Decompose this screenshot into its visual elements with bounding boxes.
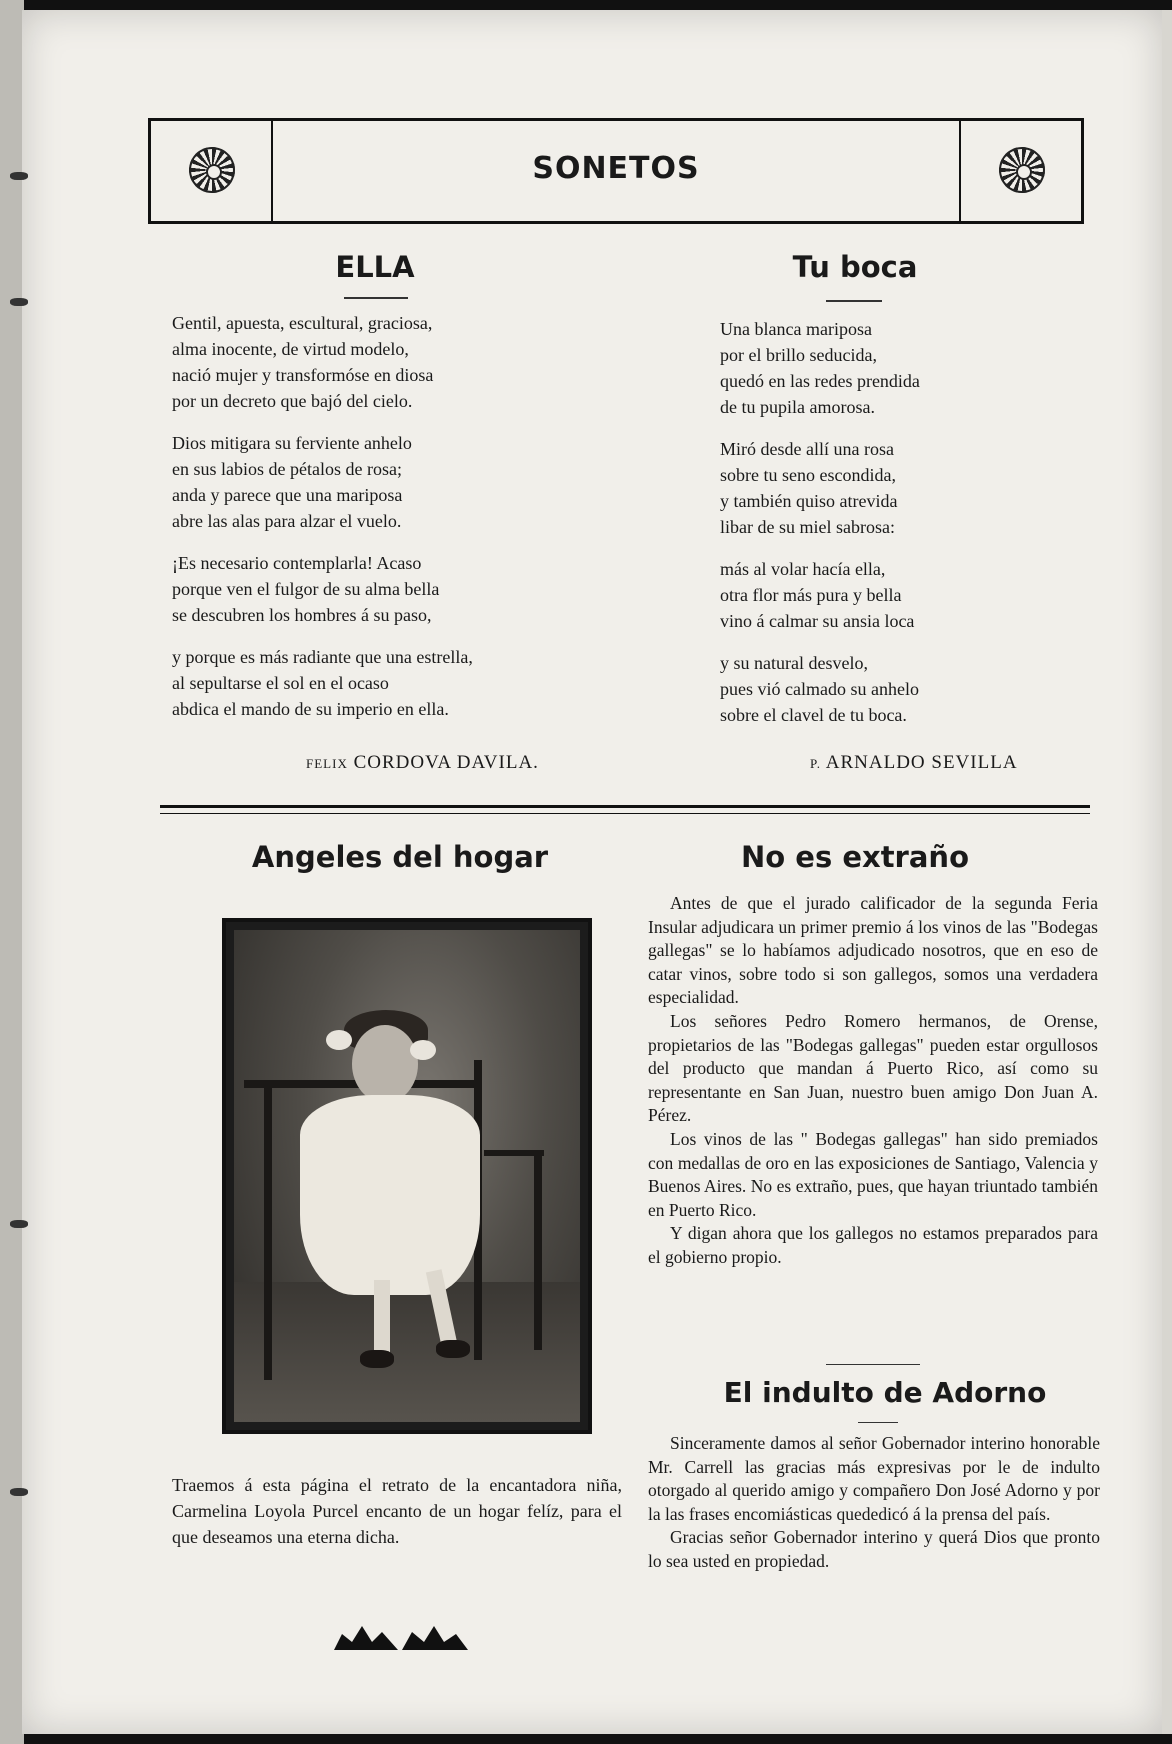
scan-bottom-border [0, 1734, 1172, 1744]
poem-line: Una blanca mariposa [720, 319, 872, 339]
poem-line: sobre el clavel de tu boca. [720, 705, 907, 725]
poem-line: quedó en las redes prendida [720, 371, 920, 391]
article-title-indulto: El indulto de Adorno [723, 1376, 1047, 1409]
hair-bow [326, 1030, 352, 1050]
section-separator-thin [160, 813, 1090, 814]
chair-leg [264, 1080, 272, 1380]
poem-author-right [810, 752, 1018, 774]
child-shoe [360, 1350, 394, 1368]
poem-ella [172, 310, 622, 738]
rosette-ornament-icon [189, 147, 235, 193]
binding-hole [10, 1220, 28, 1228]
poem-line: vino á calmar su ansia loca [720, 611, 915, 631]
poem-line: y también quiso atrevida [720, 491, 898, 511]
paragraph: Sinceramente damos al señor Gobernador interino honorable Mr. Carrell las gracias más expresivas por le de indulto otorgado al querido amigo y compañero Don José Adorno y por la las frases encomiásticas quededicó á la prensa del país. [648, 1433, 1100, 1524]
photo-image [234, 930, 580, 1422]
scan-left-edge [0, 0, 24, 1744]
child-shoe [436, 1340, 470, 1358]
poem-line: se descubren los hombres á su paso, [172, 605, 432, 625]
poem-line: Gentil, apuesta, escultural, graciosa, [172, 313, 433, 333]
photo-floor [234, 1282, 580, 1422]
portrait-photo [222, 918, 592, 1434]
stanza [720, 316, 1100, 420]
poem-line: anda y parece que una mariposa [172, 485, 403, 505]
poem-line: y su natural desvelo, [720, 653, 868, 673]
binding-hole [10, 1488, 28, 1496]
article-rule [826, 1364, 920, 1365]
poem-line: ¡Es necesario contemplarla! Acaso [172, 553, 422, 573]
stanza [172, 310, 622, 414]
paragraph: Antes de que el jurado calificador de la segunda Feria Insular adjudicara un primer premio á los vinos de las "Bodegas gallegas" se lo habíamos adjudicado nosotros, que en eso de catar vinos, sobre todo si son gallegos, somos una verdadera especialidad. [648, 893, 1098, 1008]
chair-leg [534, 1150, 542, 1350]
stanza [172, 550, 622, 628]
article-body-extrano [648, 892, 1098, 1270]
stanza [720, 436, 1100, 540]
poem-line: otra flor más pura y bella [720, 585, 902, 605]
poem-title-ella: ELLA [335, 250, 415, 284]
poem-line: por el brillo seducida, [720, 345, 877, 365]
poem-line: Dios mitigara su ferviente anhelo [172, 433, 412, 453]
poem-line: sobre tu seno escondida, [720, 465, 896, 485]
poem-line: Miró desde allí una rosa [720, 439, 894, 459]
poem-line: abre las alas para alzar el vuelo. [172, 511, 402, 531]
stanza [720, 650, 1100, 728]
paragraph: Gracias señor Gobernador interino y querá Dios que pronto lo sea usted en propiedad. [648, 1527, 1100, 1571]
poem-title-tu-boca: Tu boca [792, 250, 918, 284]
title-rule [858, 1422, 898, 1423]
section-title: SONETOS [532, 151, 700, 186]
title-rule [344, 297, 408, 299]
scan-top-border [0, 0, 1172, 10]
author-name: CORDOVA DAVILA. [353, 752, 539, 773]
binding-hole [10, 298, 28, 306]
poem-line: pues vió calmado su anhelo [720, 679, 919, 699]
paragraph: Los señores Pedro Romero hermanos, de Orense, propietarios de las "Bodegas gallegas" pueden estar orgullosos del producto que mandan á Puerto Rico, así como su representante en San Juan, nuestro buen amigo Don Juan A. Pérez. [648, 1010, 1098, 1126]
poem-line: más al volar hacía ella, [720, 559, 886, 579]
rosette-ornament-icon [999, 147, 1045, 193]
poem-line: abdica el mando de su imperio en ella. [172, 699, 449, 719]
title-rule [826, 300, 882, 302]
stanza [720, 556, 1100, 634]
child-dress [300, 1095, 480, 1295]
poem-line: por un decreto que bajó del cielo. [172, 391, 413, 411]
poem-author-left [306, 752, 539, 774]
header-right-cell [959, 121, 1081, 221]
child-face [352, 1025, 418, 1103]
poem-line: y porque es más radiante que una estrella, [172, 647, 473, 667]
bat-ornament-icon [332, 1620, 470, 1654]
header-left-cell [151, 121, 273, 221]
poem-line: al sepultarse el sol en el ocaso [172, 673, 389, 693]
photo-caption: Traemos á esta página el retrato de la encantadora niña, Carmelina Loyola Purcel encanto de un hogar felíz, para el que deseamos una eterna dicha. [172, 1475, 622, 1547]
poem-line: de tu pupila amorosa. [720, 397, 875, 417]
poem-line: en sus labios de pétalos de rosa; [172, 459, 402, 479]
hair-bow [410, 1040, 436, 1060]
article-title-angeles: Angeles del hogar [251, 840, 549, 874]
poem-tu-boca [720, 316, 1100, 744]
section-separator [160, 805, 1090, 808]
author-prefix: FELIX [306, 756, 348, 771]
author-name: ARNALDO SEVILLA [825, 752, 1018, 773]
poem-line: nació mujer y transformóse en diosa [172, 365, 434, 385]
author-prefix: P. [810, 756, 822, 771]
article-title-extrano: No es extraño [741, 840, 969, 874]
paragraph: Y digan ahora que los gallegos no estamos preparados para el gobierno propio. [648, 1223, 1098, 1267]
poem-line: porque ven el fulgor de su alma bella [172, 579, 440, 599]
section-header [148, 118, 1084, 224]
stanza [172, 644, 622, 722]
stanza [172, 430, 622, 534]
article-body-indulto [648, 1432, 1100, 1574]
child-leg [374, 1280, 390, 1360]
binding-hole [10, 172, 28, 180]
poem-line: libar de su miel sabrosa: [720, 517, 895, 537]
poem-line: alma inocente, de virtud modelo, [172, 339, 409, 359]
paragraph: Los vinos de las " Bodegas gallegas" han sido premiados con medallas de oro en las exposiciones de Santiago, Valencia y Buenos Aires. No es extraño, pues, que hayan triuntado también en Puerto Rico. [648, 1128, 1098, 1220]
